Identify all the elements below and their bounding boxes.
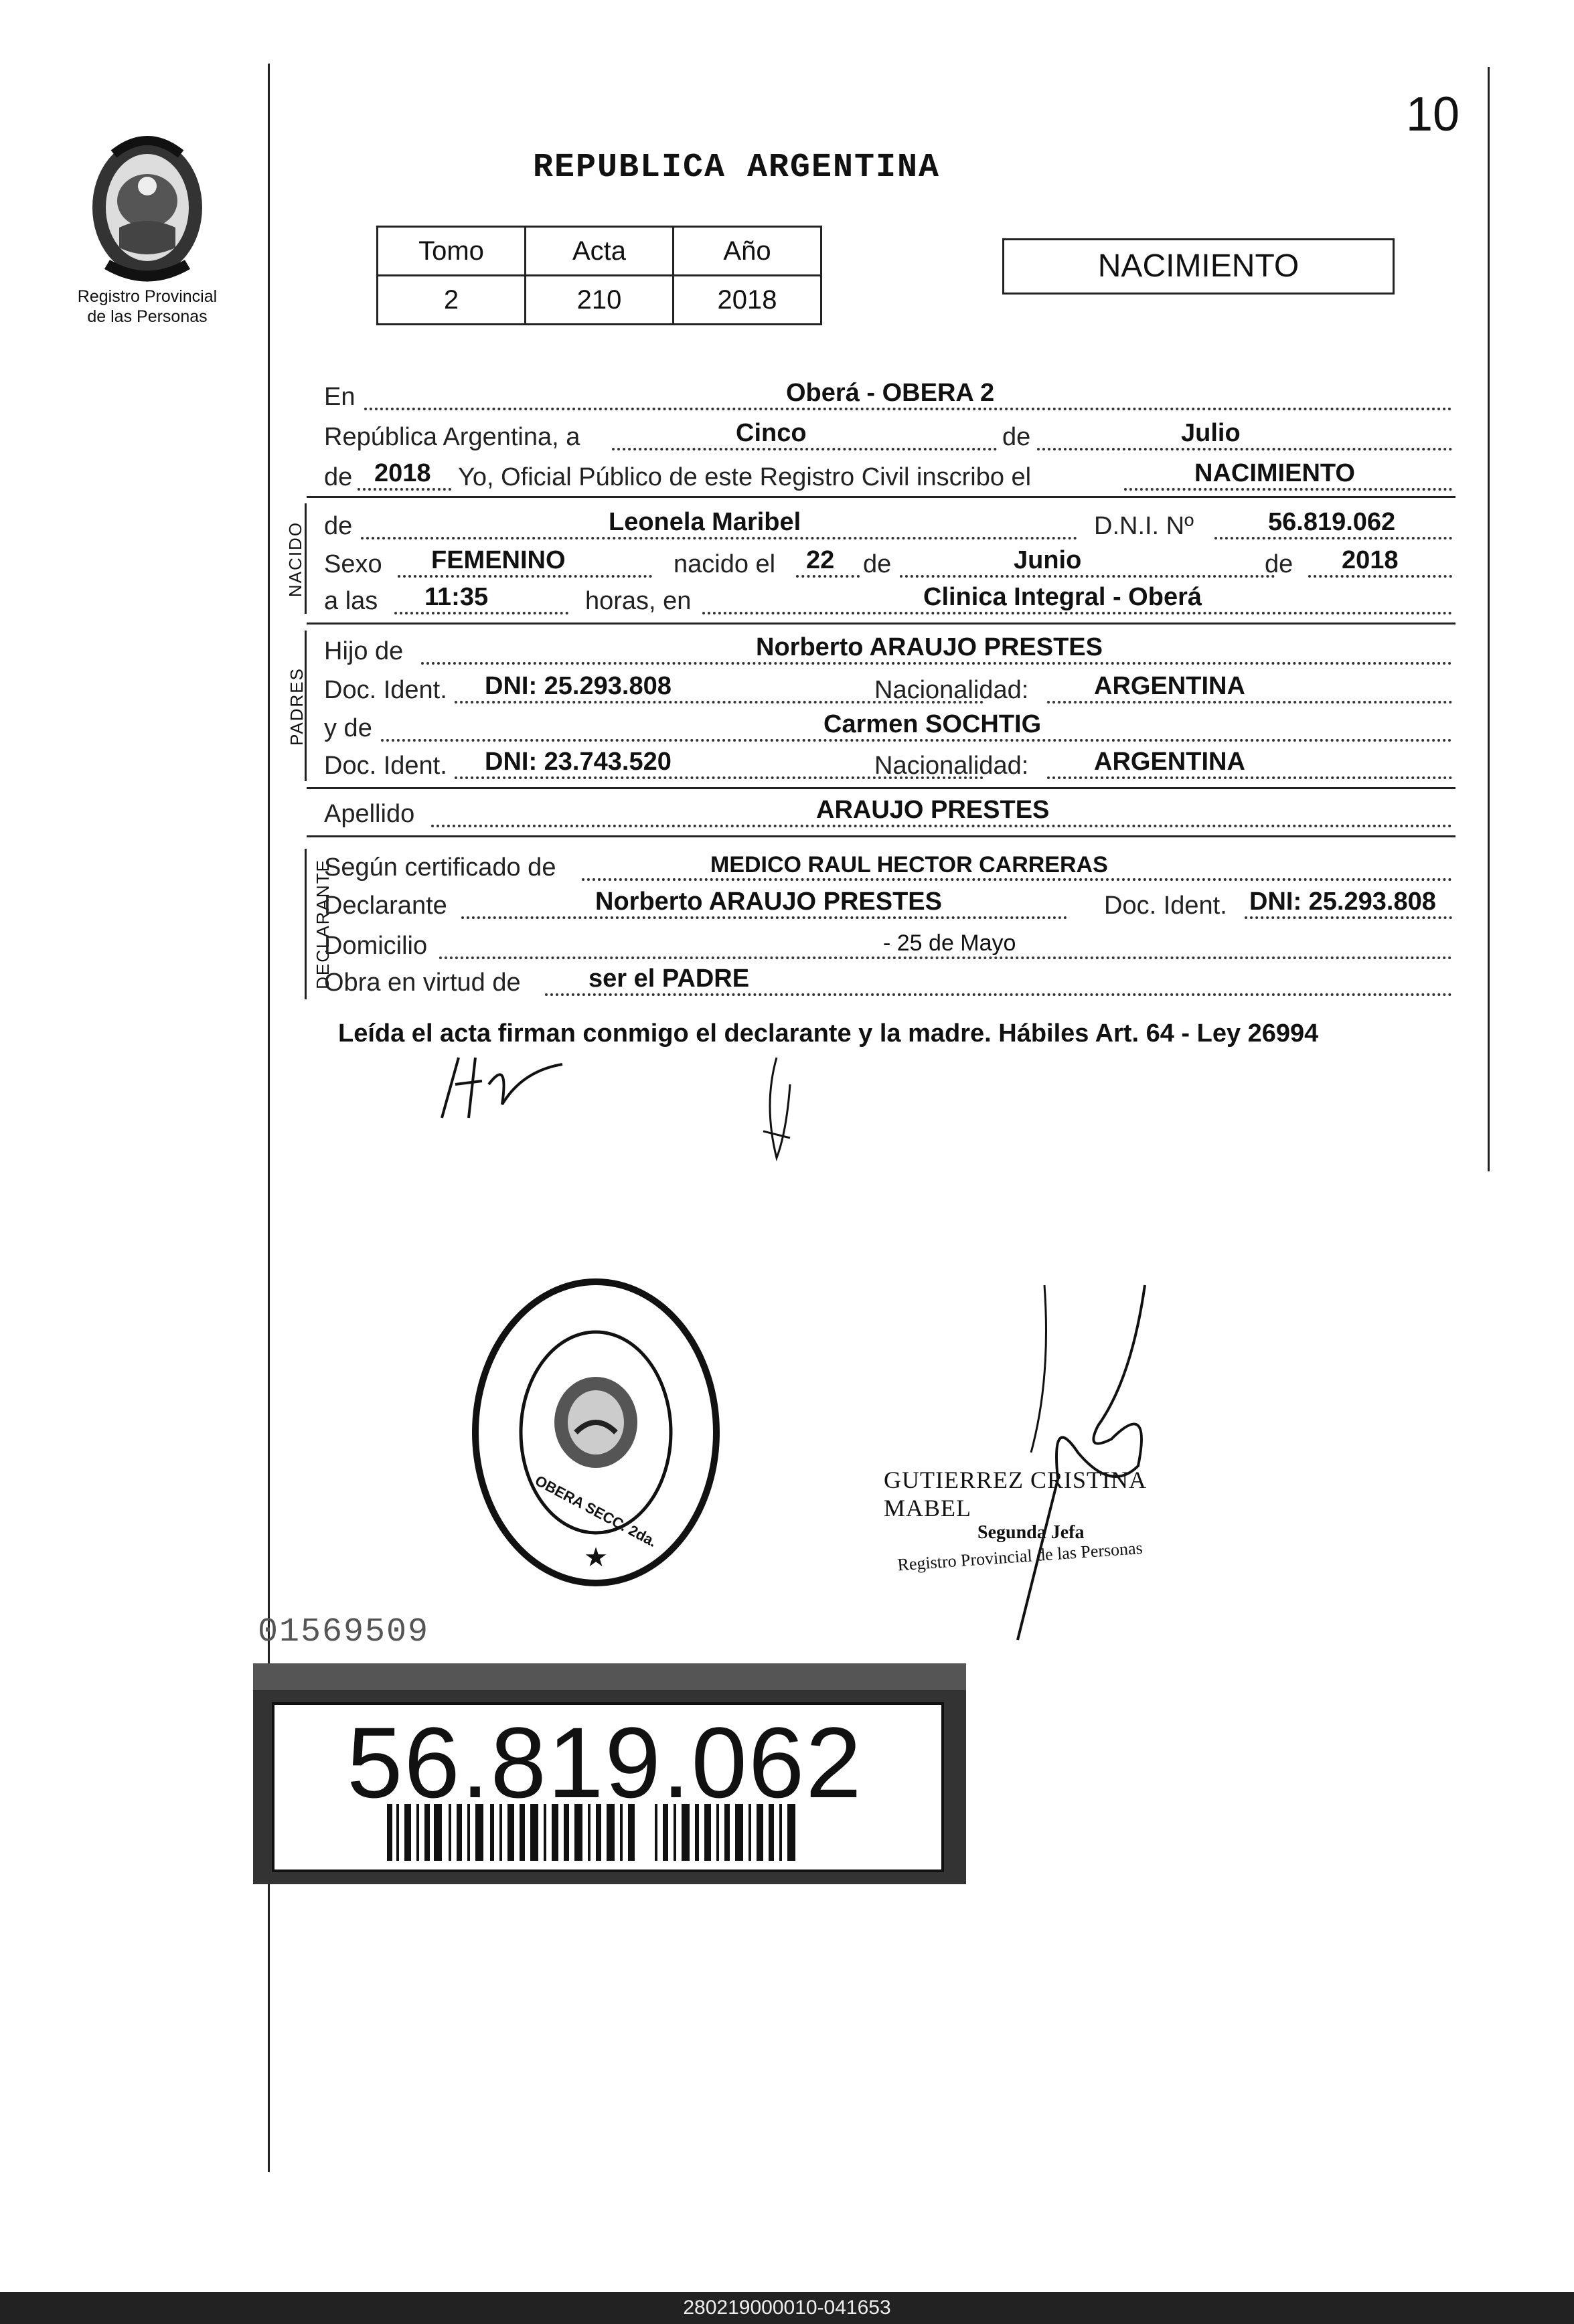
value-tomo: 2 [378, 276, 526, 325]
stamp-ring-text [763, 1386, 783, 1387]
capacity: ser el PADRE [588, 965, 750, 993]
signatory-role: Segunda Jefa [977, 1522, 1085, 1543]
child-dni: 56.819.062 [1268, 508, 1396, 536]
place-label: En [324, 383, 356, 411]
row-time-place: a las 11:35 horas, en Clinica Integral - Oberá [324, 582, 1455, 620]
signatory-org: Registro Provincial de las Personas [896, 1538, 1144, 1575]
month-value: Julio [1181, 419, 1241, 447]
reference-table [376, 226, 822, 325]
footer-code: 280219000010-041653 [0, 2292, 1574, 2324]
row-certificate: Según certificado de MEDICO RAUL HECTOR CARRERAS [324, 849, 1455, 886]
barcode-label [253, 1663, 966, 1884]
row-capacity: Obra en virtud de ser el PADRE [324, 964, 1455, 1001]
birth-day: 22 [806, 546, 835, 574]
document-title: REPUBLICA ARGENTINA [532, 149, 941, 187]
birth-location: Clinica Integral - Oberá [923, 583, 1202, 611]
initials-signature [428, 1044, 582, 1125]
father-nationality: ARGENTINA [1094, 672, 1245, 700]
header-acta: Acta [526, 227, 674, 276]
row-name: de Leonela Maribel D.N.I. Nº 56.819.062 [324, 507, 1455, 545]
right-margin-line [1488, 67, 1490, 1171]
mother-name: Carmen SOCHTIG [823, 710, 1042, 738]
birth-month: Junio [1014, 546, 1082, 574]
row-father: Hijo de Norberto ARAUJO PRESTES [324, 633, 1455, 670]
section-declarante: DECLARANTE [312, 859, 333, 989]
certificate-issuer: MEDICO RAUL HECTOR CARRERAS [710, 852, 1108, 878]
row-date: República Argentina, a Cinco de Julio [324, 418, 1455, 456]
stamp-inner-text: OBERA SECC. 2da. [532, 1472, 660, 1551]
surname: ARAUJO PRESTES [816, 796, 1050, 824]
value-ano: 2018 [674, 276, 821, 325]
father-name: Norberto ARAUJO PRESTES [756, 633, 1103, 661]
event-value: NACIMIENTO [1194, 459, 1355, 487]
section-padres: PADRES [287, 667, 307, 746]
row-mother-doc: Doc. Ident. DNI: 23.743.520 Nacionalidad: ARGENTINA [324, 747, 1455, 784]
svg-text:★: ★ [584, 1543, 608, 1572]
separator-line [307, 496, 1455, 498]
row-address: Domicilio - 25 de Mayo [324, 927, 1455, 965]
address: - 25 de Mayo [883, 930, 1016, 956]
father-doc: DNI: 25.293.808 [485, 672, 672, 700]
official-stamp [462, 1272, 730, 1593]
org-caption: Registro Provincial de las Personas [77, 287, 218, 326]
record-type-box: NACIMIENTO [1002, 238, 1395, 295]
page-number: 10 [1406, 88, 1460, 141]
child-name: Leonela Maribel [609, 508, 801, 536]
row-registration: de 2018 Yo, Oficial Público de este Registro Civil inscribo el NACIMIENTO [324, 459, 1455, 496]
barcode-number: 56.819.062 [347, 1706, 863, 1819]
signatory-name: GUTIERREZ CRISTINA MABEL [884, 1467, 1146, 1521]
mother-signature [750, 1051, 810, 1171]
row-father-doc: Doc. Ident. DNI: 25.293.808 Nacionalidad: ARGENTINA [324, 671, 1455, 709]
section-nacido: NACIDO [285, 521, 306, 598]
row-declarant: Declarante Norberto ARAUJO PRESTES Doc. Ident. DNI: 25.293.808 [324, 887, 1455, 924]
signature-block [884, 1466, 1232, 1575]
row-sex-birth: Sexo FEMENINO nacido el 22 de Junio de 2018 [324, 546, 1455, 583]
mother-nationality: ARGENTINA [1094, 748, 1245, 776]
child-sex: FEMENINO [431, 546, 566, 574]
day-value: Cinco [736, 419, 807, 447]
header-tomo: Tomo [378, 227, 526, 276]
value-acta: 210 [526, 276, 674, 325]
province-logo [67, 127, 228, 291]
place-value: Oberá - OBERA 2 [786, 379, 995, 407]
row-surname: Apellido ARAUJO PRESTES [324, 795, 1455, 833]
declarant-name: Norberto ARAUJO PRESTES [595, 888, 942, 916]
serial-number: 01569509 [258, 1613, 430, 1651]
birth-year: 2018 [1342, 546, 1399, 574]
closing-statement: Leída el acta firman conmigo el declarante y la madre. Hábiles Art. 64 - Ley 26994 [338, 1019, 1319, 1048]
row-mother: y de Carmen SOCHTIG [324, 710, 1455, 747]
declarant-doc: DNI: 25.293.808 [1249, 888, 1436, 916]
year-value: 2018 [374, 459, 431, 487]
header-ano: Año [674, 227, 821, 276]
row-place [324, 378, 1455, 416]
birth-time: 11:35 [424, 583, 489, 611]
mother-doc: DNI: 23.743.520 [485, 748, 672, 776]
